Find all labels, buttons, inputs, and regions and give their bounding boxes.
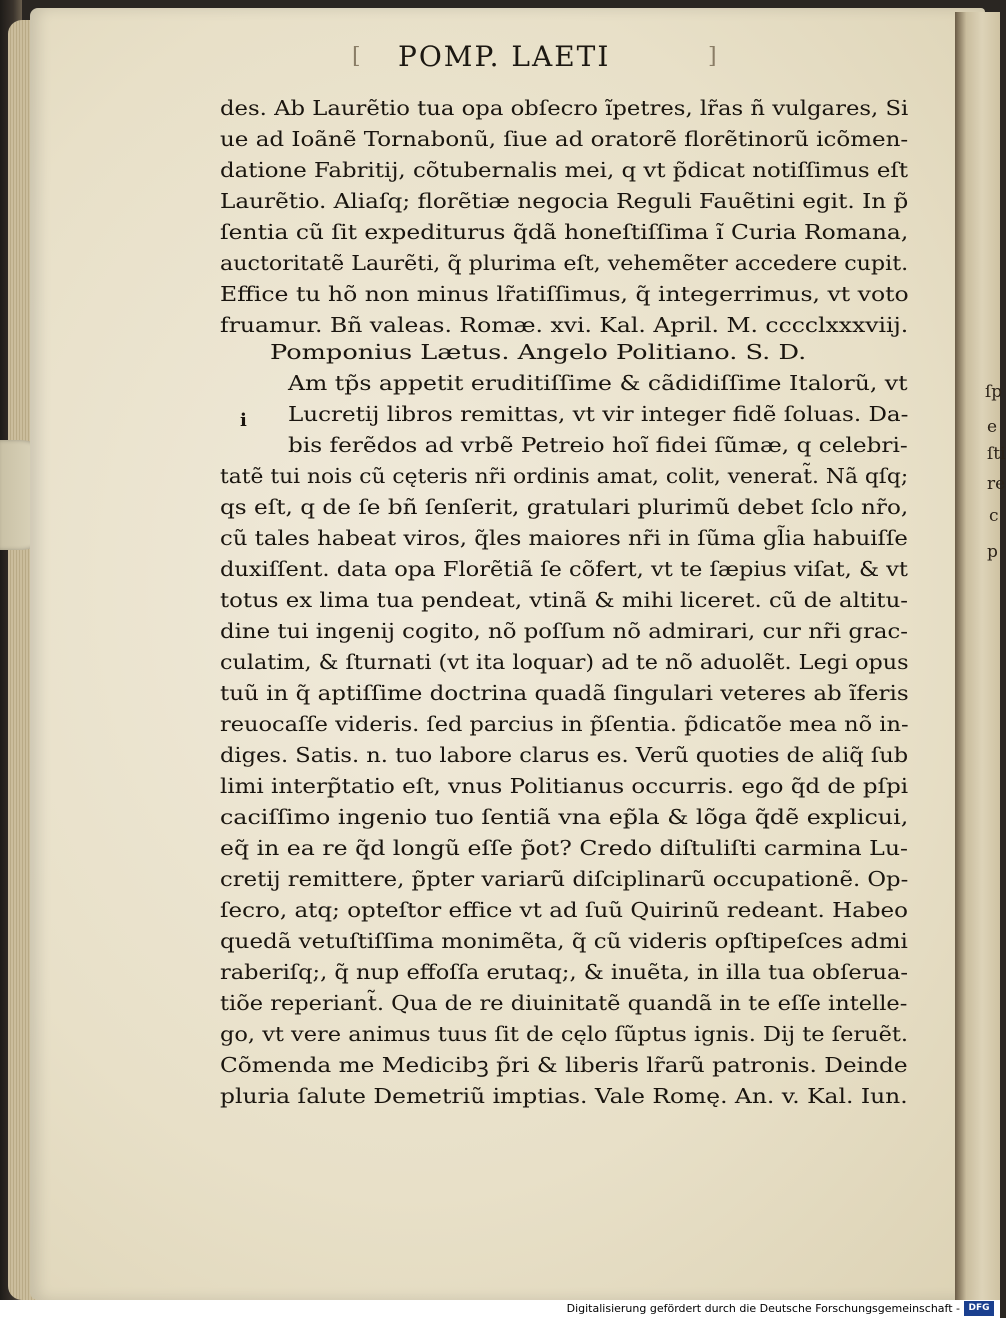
text-line: cũ tales habeat viros, q̃les maiores nr̃i in ſũma gl̃ia habuiſſe — [220, 526, 908, 550]
adjacent-page-fragment: e — [987, 417, 998, 437]
text-line: Am tp̃s appetit eruditiſſime & cãdidiſſime Italorũ, vt — [288, 371, 908, 395]
text-line: Laurẽtio. Aliaſq; florẽtiæ negocia Reguli Fauẽtini egit. In p̃ — [220, 189, 909, 213]
text-line: des. Ab Laurẽtio tua opa obſecro ĩpetres, lr̃as ñ vulgares, Si — [220, 96, 909, 120]
text-line: pluria ſalute Demetriũ imptias. Vale Romę. An. v. Kal. Iun. — [220, 1084, 908, 1108]
text-line: tiõe reperiant̃. Qua de re diuinitatẽ quandã in te eſſe intelle- — [220, 991, 908, 1015]
text-line: go, vt vere animus tuus ſit de cęlo ſũptus ignis. Dij te ſeruẽt. — [220, 1022, 909, 1046]
text-line: reuocaſſe videris. ſed parcius in p̃ſentia. p̃dicatõe mea nõ in- — [220, 712, 909, 736]
text-line: cretij remittere, p̃pter variarũ diſciplinarũ occupationẽ. Op- — [220, 867, 909, 891]
text-line: fruamur. Bñ valeas. Romæ. xvi. Kal. April. M. cccclxxxviij. — [220, 313, 909, 337]
text-line: tuũ in q̃ aptiſſime doctrina quadã ſingulari veteres ab ĩferis — [220, 681, 909, 705]
text-line: ſentia cũ ſit expediturus q̃dã honeſtiſſima ĩ Curia Romana, — [220, 220, 909, 244]
text-line: Cõmenda me Medicibꝫ p̃ri & liberis lr̃arũ patronis. Deinde — [220, 1053, 908, 1077]
text-line: quedã vetuſtiſſima monimẽta, q̃ cũ videris opſtipeſces admi — [220, 929, 908, 953]
text-line: bis ferẽdos ad vrbẽ Petreio hoĩ fidei ſũmæ, q celebri- — [288, 433, 908, 457]
text-line: datione Fabritij, cõtubernalis mei, q vt p̃dicat notiſſimus eſt — [220, 158, 909, 182]
text-line: totus ex lima tua pendeat, vtinã & mihi liceret. cũ de altitu- — [220, 588, 908, 612]
dfg-logo: DFG — [964, 1301, 994, 1316]
text-line: Lucretij libros remittas, vt vir integer fidẽ ſoluas. Da- — [288, 402, 909, 426]
adjacent-page-fragment: re — [987, 474, 1006, 494]
letter-heading: Pomponius Lætus. Angelo Politiano. S. D. — [270, 340, 807, 364]
running-head: POMP. LAETI — [398, 40, 611, 73]
footer-bar — [0, 1300, 1000, 1318]
text-line: tatẽ tui nois cũ cęteris nr̃i ordinis amat, colit, venerat̃. Nã qſq; — [220, 464, 909, 488]
text-line: limi interp̃tatio eſt, vnus Politianus occurris. ego q̃d de pſpi — [220, 774, 909, 798]
text-line: duxiſſent. data opa Florẽtiã ſe cõfert, vt te ſæpius viſat, & vt — [220, 557, 908, 581]
running-head-mark-right: ] — [708, 44, 717, 69]
adjacent-page-fragment: c — [989, 506, 999, 526]
text-line: caciſſimo ingenio tuo ſentiã vna ep̃la & lõga q̃dẽ explicui, — [220, 805, 909, 829]
margin-mark: i — [240, 410, 247, 431]
adjacent-page-fragment: ſti — [987, 444, 1006, 464]
text-line: eq̃ in ea re q̃d longũ eſſe p̃ot? Credo diſtuliſti carmina Lu- — [220, 836, 908, 860]
text-line: dine tui ingenij cogito, nõ poſſum nõ admirari, cur nr̃i grac- — [220, 619, 908, 643]
text-line: auctoritatẽ Laurẽti, q̃ plurima eſt, vehemẽter accedere cupit. — [220, 251, 909, 275]
footer-credit: Digitalisierung gefördert durch die Deutsche Forschungsgemeinschaft - — [566, 1302, 960, 1315]
text-line: diges. Satis. n. tuo labore clarus es. Verũ quoties de aliq̃ ſub — [220, 743, 909, 767]
text-line: qs eſt, q de ſe bñ ſenſerit, gratulari plurimũ debet ſclo nr̃o, — [220, 495, 909, 519]
text-line: Effice tu hõ non minus lr̃atiſſimus, q̃ integerrimus, vt voto — [220, 282, 909, 306]
adjacent-page-edge — [955, 12, 1006, 1308]
running-head-mark-left: [ — [352, 44, 361, 69]
adjacent-page-fragment: p — [987, 542, 998, 562]
text-line: raberiſq;, q̃ nup effoſſa erutaq;, & inuẽta, in illa tua obſerua- — [220, 960, 908, 984]
adjacent-page-fragment: ſp — [985, 382, 1003, 402]
text-line: ſecro, atq; opteſtor effice vt ad ſuũ Quirinũ redeant. Habeo — [220, 898, 909, 922]
text-line: culatim, & ſturnati (vt ita loquar) ad te nõ aduolẽt. Legi opus — [220, 650, 909, 674]
text-line: ue ad Ioãnẽ Tornabonũ, ſiue ad oratorẽ florẽtinorũ icõmen- — [220, 127, 909, 151]
